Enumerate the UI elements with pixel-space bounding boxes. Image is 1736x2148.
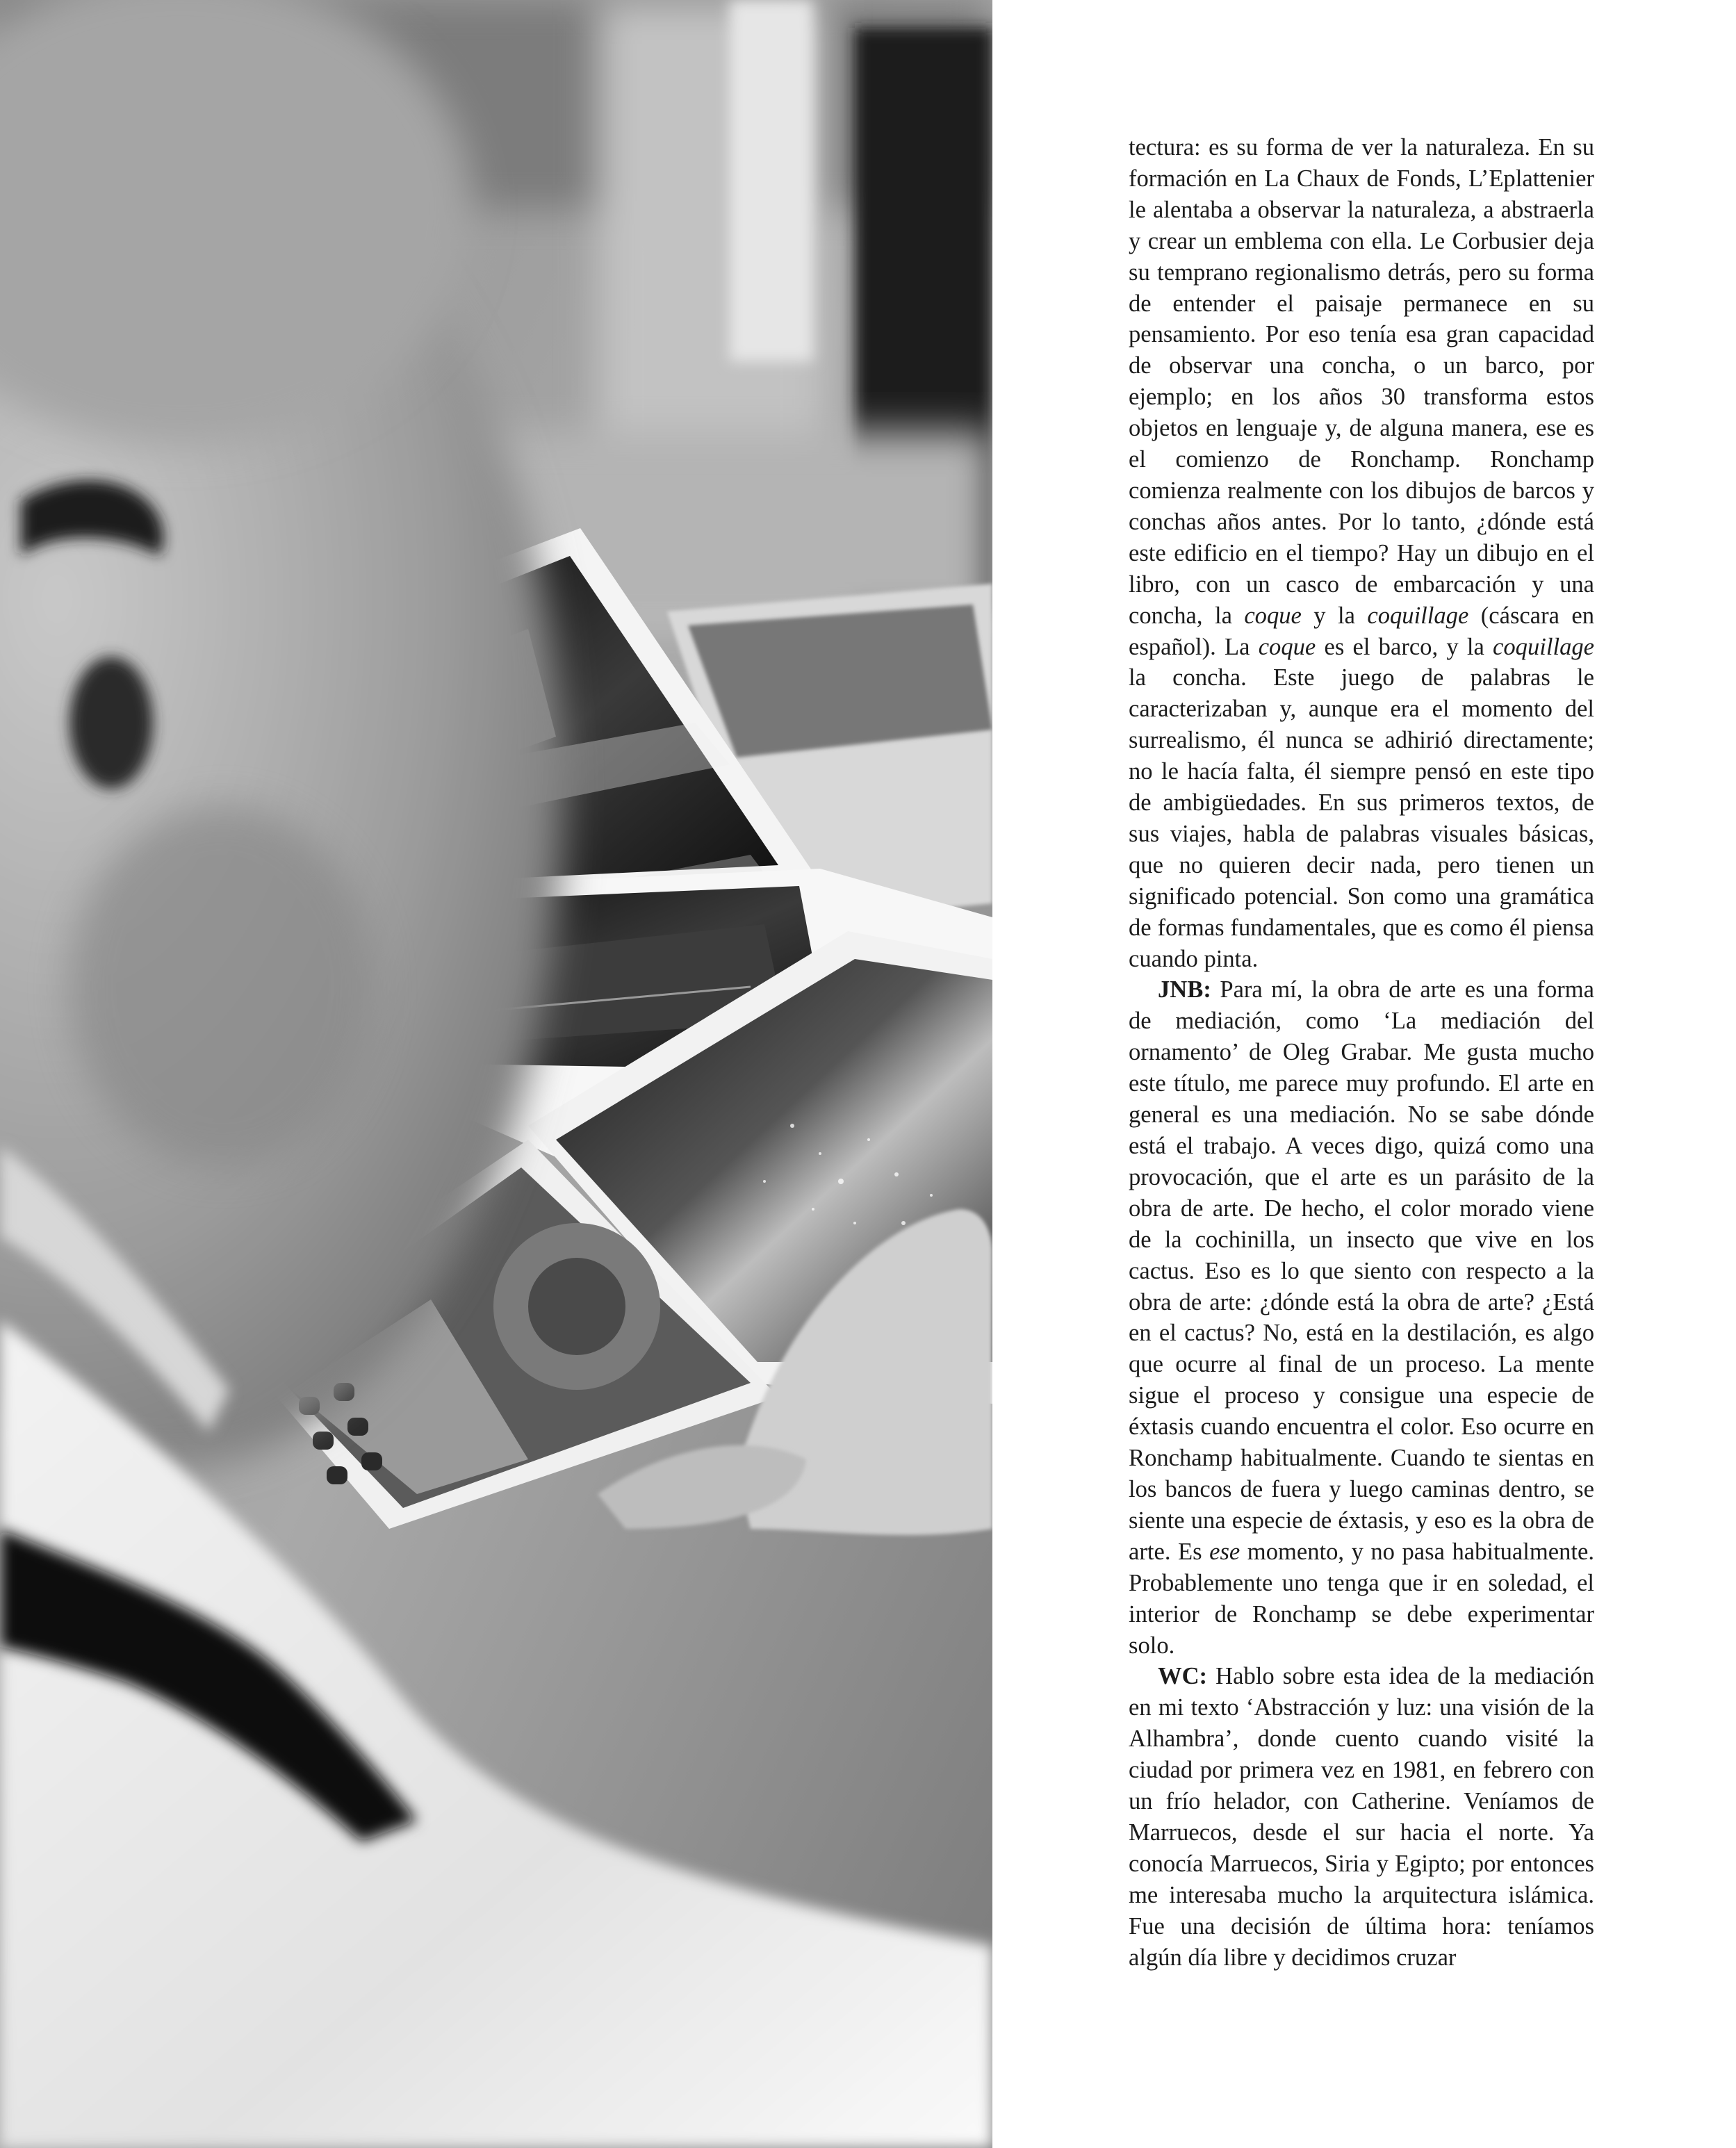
paragraph-text: Hablo sobre esta idea de la mediación en mi texto ‘Abstracción y luz: una visión de la Alhambra’, donde cuento cuando visité la ciudad por primera vez en 1981, en febrero con un frío helador, con Catherine. Veníamos de Marruecos, desde el sur hacia el norte. Ya conocía Marruecos, Siria y Egipto; por entonces me interesaba mucho la arquitectura islámica. Fue una decisión de última hora: teníamos algún día libre y decidimos cruzar	[1129, 1663, 1594, 1971]
paragraph-text: momento, y no pasa habitualmente. Probablemente uno tenga que ir en soledad, el interior de Ronchamp se debe experimentar solo.	[1129, 1538, 1594, 1659]
article-text-column	[1129, 132, 1594, 1973]
italic-term: coque	[1258, 633, 1316, 660]
paragraph-text: la concha. Este juego de palabras le caracterizaban y, aunque era el momento del surrealismo, él nunca se adhirió directamente; no le hacía falta, él siempre pensó en este tipo de ambigüedades. En sus primeros textos, de sus viajes, habla de palabras visuales básicas, que no quieren decir nada, pero tienen un significado potencial. Son como una gramática de formas fundamentales, que es como él piensa cuando pinta.	[1129, 664, 1594, 972]
article-paragraph	[1129, 1661, 1594, 1973]
speaker-label: WC:	[1158, 1663, 1208, 1690]
paragraph-text: y la	[1301, 602, 1368, 629]
speaker-label: JNB:	[1158, 976, 1211, 1003]
italic-term: ese	[1209, 1538, 1240, 1565]
paragraph-text: Para mí, la obra de arte es una forma de mediación, como ‘La mediación del ornamento’ de Oleg Grabar. Me gusta mucho este título, me parece muy profundo. El arte en general es una mediación. No se sabe dónde está el trabajo. A veces digo, quizá como una provocación, que el arte es un parásito de la obra de arte. De hecho, el color morado viene de la cochinilla, un insecto que vive en los cactus. Eso es lo que siento con respecto a la obra de arte: ¿dónde está la obra de arte? ¿Está en el cactus? No, está en la destilación, es algo que ocurre al final de un proceso. La mente sigue el proceso y consigue una especie de éxtasis cuando encuentra el color. Eso ocurre en Ronchamp habitualmente. Cuando te sientas en los bancos de fuera y luego caminas dentro, se siente una especie de éxtasis, y eso es la obra de arte. Es	[1129, 976, 1594, 1565]
italic-term: coquillage	[1493, 633, 1594, 660]
article-paragraph	[1129, 132, 1594, 974]
paragraph-text: es el barco, y la	[1316, 633, 1493, 660]
italic-term: coquillage	[1367, 602, 1469, 629]
paragraph-text: tectura: es su forma de ver la naturaleza. En su formación en La Chaux de Fonds, L’Eplattenier le alentaba a observar la naturaleza, a abstraerla y crear un emblema con ella. Le Corbusier deja su temprano regionalismo detrás, pero su forma de entender el paisaje permanece en su pensamiento. Por eso tenía esa gran capacidad de observar una concha, o un barco, por ejemplo; en los años 30 transforma estos objetos en lenguaje y, de alguna manera, ese es el comienzo de Ronchamp. Ronchamp comienza realmente con los dibujos de barcos y conchas años antes. Por lo tanto, ¿dónde está este edificio en el tiempo? Hay un dibujo en el libro, con un casco de embarcación y una concha, la	[1129, 134, 1594, 629]
paragraph-text: (cáscara en español). La	[1129, 602, 1594, 660]
article-paragraph	[1129, 974, 1594, 1661]
italic-term: coque	[1244, 602, 1302, 629]
